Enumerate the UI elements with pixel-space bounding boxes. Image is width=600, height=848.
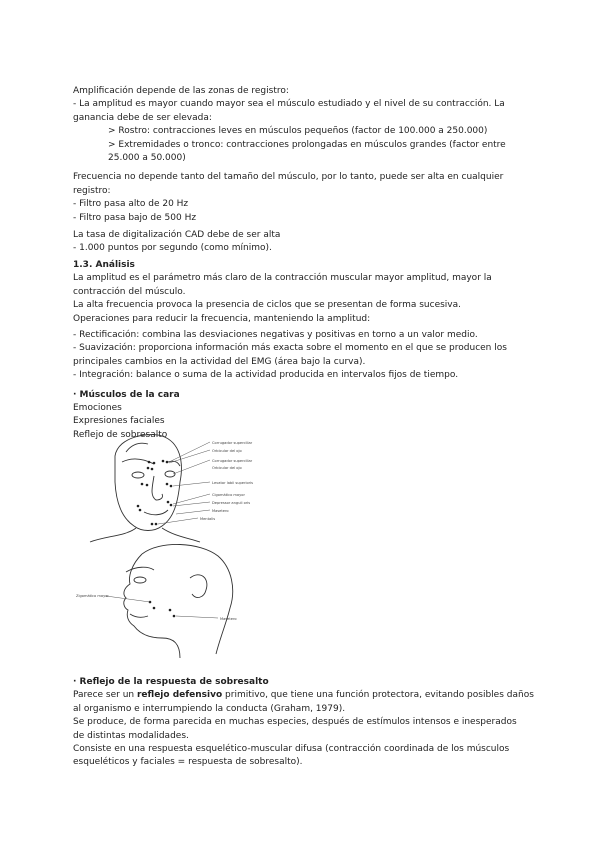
text-line: - Rectificación: combina las desviaciones negativas y positivas en torno a un valor medio.	[73, 329, 478, 340]
text-line: ganancia debe de ser elevada:	[73, 112, 212, 123]
electrode-markers-side	[149, 601, 176, 618]
text-line: principales cambios en la actividad del EMG (área bajo la curva).	[73, 356, 366, 367]
bold-term: reflejo defensivo	[136, 690, 223, 701]
figure-labels-side	[76, 594, 237, 621]
figure-label: Masetero	[220, 617, 237, 621]
list-item: Emociones	[73, 402, 122, 413]
figure-label: Levator labii superioris	[212, 481, 253, 485]
electrode-markers-front	[137, 460, 173, 526]
text-line: - La amplitud es mayor cuando mayor sea el músculo estudiado y el nivel de su contracción. La	[73, 99, 505, 110]
figure-label: Corrugador superciliar	[212, 459, 253, 463]
figure-label: Orbicular del ojo	[212, 466, 242, 470]
section-heading: · Reflejo de la respuesta de sobresalto	[73, 677, 269, 687]
text-line: - 1.000 puntos por segundo (como mínimo).	[73, 243, 272, 254]
text-run: Parece ser un	[73, 690, 137, 701]
text-line: - Filtro pasa alto de 20 Hz	[73, 199, 189, 210]
figure-label: Masetero	[212, 509, 229, 513]
text-line: - Integración: balance o suma de la actividad producida en intervalos fijos de tiempo.	[73, 370, 459, 381]
text-line: - Suavización: proporciona información más exacta sobre el momento en el que se producen los	[73, 343, 507, 354]
side-face-drawing	[124, 544, 233, 658]
text-line: registro:	[73, 185, 111, 196]
text-run: primitivo, que tiene una función protectora, evitando posibles daños	[222, 690, 534, 701]
figure-label: Cigomático mayor	[212, 493, 245, 497]
list-item: Expresiones faciales	[73, 416, 165, 427]
text-line: contracción del músculo.	[73, 286, 186, 297]
figure-label: Zigomático mayor	[76, 594, 109, 598]
svg-text:Orbicular del ojo: Orbicular del ojo	[212, 449, 242, 453]
list-item: Reflejo de sobresalto	[73, 429, 168, 440]
section-heading: 1.3. Análisis	[73, 259, 135, 270]
text-line: al organismo e interrumpiendo la conducta (Graham, 1979).	[73, 703, 346, 714]
facial-muscles-figure	[70, 432, 305, 667]
text-block-bottom	[73, 676, 543, 770]
text-line	[73, 689, 543, 702]
svg-text:Corrugador superciliar: Corrugador superciliar	[212, 441, 253, 445]
text-line: La alta frecuencia provoca la presencia de ciclos que se presentan de forma sucesiva.	[73, 300, 461, 311]
text-line: Amplificación depende de las zonas de registro:	[73, 86, 289, 96]
figure-label: Mentalis	[200, 517, 216, 521]
section-heading: · Músculos de la cara	[73, 389, 180, 400]
text-line: Frecuencia no depende tanto del tamaño del músculo, por lo tanto, puede ser alta en cualquier	[73, 172, 504, 183]
label-leader-lines-side	[106, 596, 218, 618]
text-line: - Filtro pasa bajo de 500 Hz	[73, 212, 197, 223]
text-line: esqueléticos y faciales = respuesta de sobresalto).	[73, 757, 303, 768]
text-line: 25.000 a 50.000)	[108, 153, 186, 164]
text-line: Consiste en una respuesta esquelético-muscular difusa (contracción coordinada de los músculos	[73, 744, 510, 755]
front-face-drawing	[90, 435, 200, 542]
text-line: La amplitud es el parámetro más claro de la contracción muscular mayor amplitud, mayor la	[73, 273, 492, 284]
figure-labels-front	[200, 441, 253, 521]
text-line: La tasa de digitalización CAD debe de ser alta	[73, 230, 281, 241]
text-line: > Rostro: contracciones leves en músculos pequeños (factor de 100.000 a 250.000)	[108, 126, 488, 137]
text-line: Se produce, de forma parecida en muchas especies, después de estímulos intensos e inesperados	[73, 717, 517, 728]
figure-label: Depressor anguli oris	[212, 501, 251, 505]
text-line: > Extremidades o tronco: contracciones prolongadas en músculos grandes (factor entre	[108, 139, 506, 150]
text-line: de distintas modalidades.	[73, 730, 189, 741]
text-line: Operaciones para reducir la frecuencia, manteniendo la amplitud:	[73, 313, 371, 324]
text-block-top	[73, 85, 543, 442]
